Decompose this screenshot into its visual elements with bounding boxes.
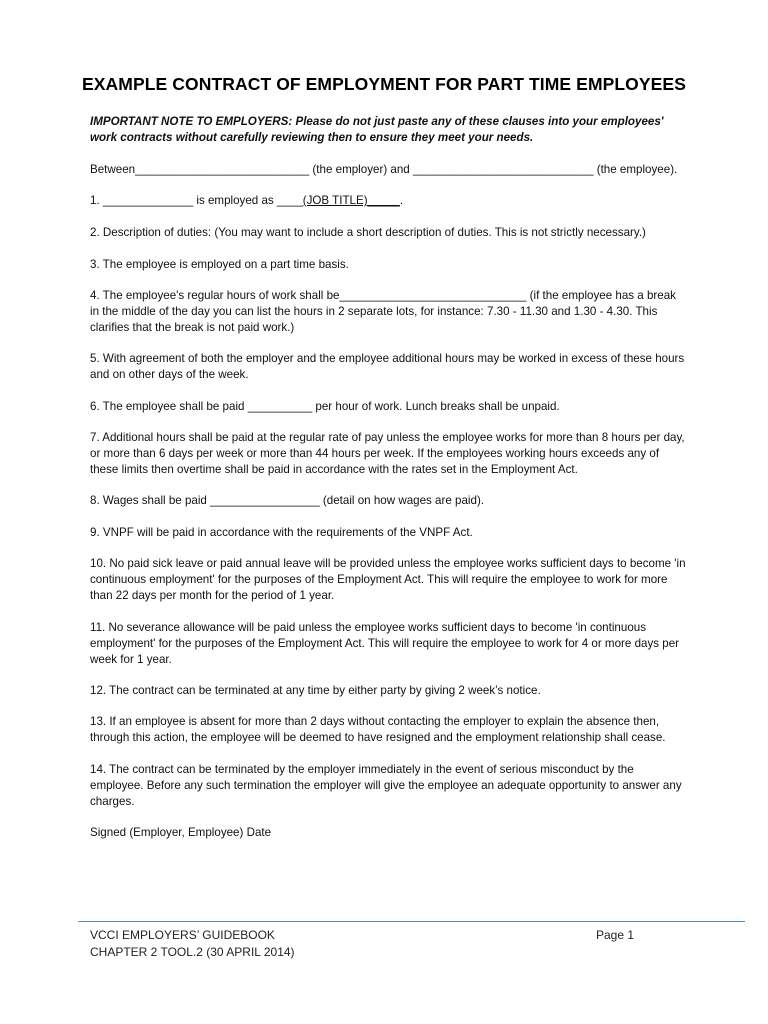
signature-line: Signed (Employer, Employee) Date xyxy=(90,826,272,839)
clause-7: 7. Additional hours shall be paid at the regular rate of pay unless the employee works for more than 8 hours per day, or more than 6 days per week or more than 44 hours per week. If the employees working hours exceeds any of these limits then overtime shall be paid in accordance with the rates set in the Employment Act. xyxy=(90,431,688,476)
footer-left xyxy=(90,927,295,961)
clause-14: 14. The contract can be terminated by the employer immediately in the event of serious misconduct by the employee. Before any such termination the employer will give the employee an adequate opportunity to answer any charges. xyxy=(90,763,685,808)
between-line: Between___________________________ (the employer) and ____________________________ (the employee). xyxy=(90,163,678,176)
clause-9: 9. VNPF will be paid in accordance with the requirements of the VNPF Act. xyxy=(90,526,473,539)
clause-13: 13. If an employee is absent for more than 2 days without contacting the employer to explain the absence then, through this action, the employee will be deemed to have resigned and the employment relationship shall cease. xyxy=(90,715,666,744)
clause-10: 10. No paid sick leave or paid annual leave will be provided unless the employee works sufficient days to become 'in continuous employment' for the purposes of the Employment Act. This will require the employee to work for more than 22 days per month for the period of 1 year. xyxy=(90,557,689,602)
clause-4: 4. The employee's regular hours of work shall be_____________________________ (if the employee has a break in the middle of the day you can list the hours in 2 separate lots, for instance: 7.30 - 11.30 and 1.30 - 4.30. This clarifies that the break is not paid work.) xyxy=(90,289,680,334)
clause-2: 2. Description of duties: (You may want to include a short description of duties. This is not strictly necessary.) xyxy=(90,226,646,239)
important-note: IMPORTANT NOTE TO EMPLOYERS: Please do not just paste any of these clauses into your employees' work contracts without carefully reviewing then to ensure they meet your needs. xyxy=(90,115,664,144)
footer-guidebook-title: VCCI EMPLOYERS’ GUIDEBOOK xyxy=(90,928,275,942)
job-title-placeholder: (JOB TITLE)_____ xyxy=(302,194,400,207)
document-title: EXAMPLE CONTRACT OF EMPLOYMENT FOR PART TIME EMPLOYEES xyxy=(82,74,686,94)
page-number: Page 1 xyxy=(596,928,635,942)
clause-6: 6. The employee shall be paid __________ per hour of work. Lunch breaks shall be unpaid. xyxy=(90,400,560,413)
footer-chapter-info: CHAPTER 2 TOOL.2 (30 APRIL 2014) xyxy=(90,945,295,959)
clause-12: 12. The contract can be terminated at any time by either party by giving 2 week’s notice. xyxy=(90,684,541,697)
footer-divider xyxy=(78,921,745,922)
clause-11: 11. No severance allowance will be paid unless the employee works sufficient days to become 'in continuous employment' for the purposes of the Employment Act. This will require the employee to work for 4 or more days per week for 1 year. xyxy=(90,621,683,666)
clause-5: 5. With agreement of both the employer and the employee additional hours may be worked in excess of these hours and on other days of the week. xyxy=(90,352,688,381)
clause-1 xyxy=(90,193,686,209)
clause-8: 8. Wages shall be paid _________________ (detail on how wages are paid). xyxy=(90,494,485,507)
clause-3: 3. The employee is employed on a part time basis. xyxy=(90,258,349,271)
clause-1-text: 1. ______________ is employed as ____ xyxy=(90,194,303,207)
clause-1-end: . xyxy=(399,194,404,207)
